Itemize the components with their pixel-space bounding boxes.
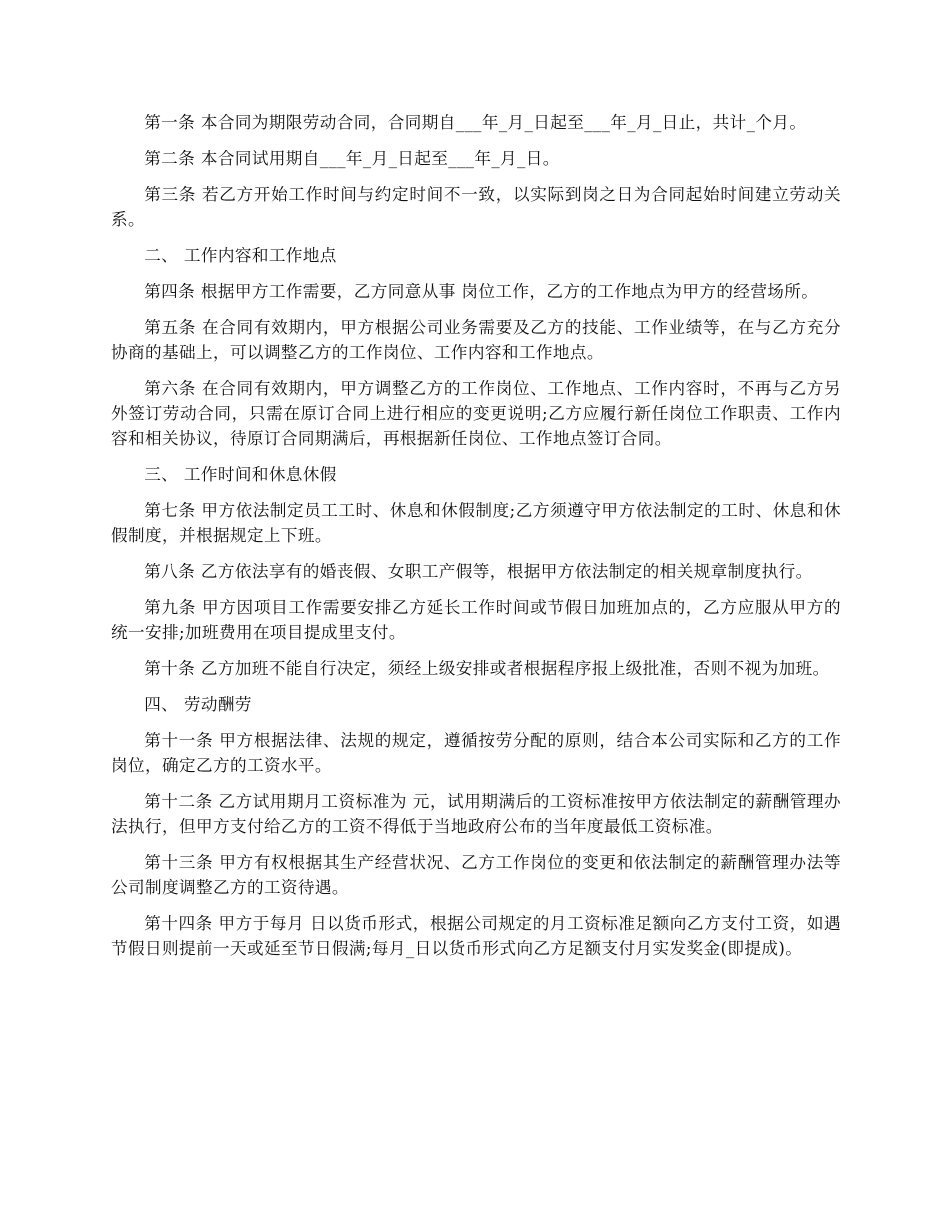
clause-9: 第九条 甲方因项目工作需要安排乙方延长工作时间或节假日加班加点的，乙方应服从甲方的统一安排;加班费用在项目提成里支付。	[111, 598, 841, 642]
clause-12: 第十二条 乙方试用期月工资标准为 元，试用期满后的工资标准按甲方依法制定的薪酬管理办法执行，但甲方支付给乙方的工资不得低于当地政府公布的当年度最低工资标准。	[111, 792, 841, 836]
clause-3: 第三条 若乙方开始工作时间与约定时间不一致，以实际到岗之日为合同起始时间建立劳动关系。	[111, 185, 841, 229]
document-body	[111, 110, 841, 972]
section-heading-3: 三、 工作时间和休息休假	[144, 465, 337, 484]
clause-14: 第十四条 甲方于每月 日以货币形式，根据公司规定的月工资标准足额向乙方支付工资，如遇节假日则提前一天或延至节日假满;每月_日以货币形式向乙方足额支付月实发奖金(即提成)。	[111, 914, 841, 958]
clause-4: 第四条 根据甲方工作需要，乙方同意从事 岗位工作，乙方的工作地点为甲方的经营场所。	[144, 282, 819, 301]
clause-2: 第二条 本合同试用期自___年_月_日起至___年_月_日。	[144, 149, 560, 168]
section-heading-4: 四、 劳动酬劳	[144, 695, 252, 714]
section-heading-2: 二、 工作内容和工作地点	[144, 246, 337, 265]
clause-1: 第一条 本合同为期限劳动合同，合同期自___年_月_日起至___年_月_日止，共计_个月。	[144, 113, 807, 132]
clause-10: 第十条 乙方加班不能自行决定，须经上级安排或者根据程序报上级批准，否则不视为加班。	[144, 659, 830, 678]
clause-5: 第五条 在合同有效期内，甲方根据公司业务需要及乙方的技能、工作业绩等，在与乙方充分协商的基础上，可以调整乙方的工作岗位、工作内容和工作地点。	[111, 318, 841, 362]
clause-11: 第十一条 甲方根据法律、法规的规定，遵循按劳分配的原则，结合本公司实际和乙方的工作岗位，确定乙方的工资水平。	[111, 731, 841, 775]
clause-7: 第七条 甲方依法制定员工工时、休息和休假制度;乙方须遵守甲方依法制定的工时、休息和休假制度，并根据规定上下班。	[111, 501, 841, 545]
clause-6: 第六条 在合同有效期内，甲方调整乙方的工作岗位、工作地点、工作内容时，不再与乙方另外签订劳动合同，只需在原订合同上进行相应的变更说明;乙方应履行新任岗位工作职责、工作内容和相关协议，待原订合同期满后，再根据新任岗位、工作地点签订合同。	[111, 379, 841, 448]
clause-8: 第八条 乙方依法享有的婚丧假、女职工产假等，根据甲方依法制定的相关规章制度执行。	[144, 562, 813, 581]
clause-13: 第十三条 甲方有权根据其生产经营状况、乙方工作岗位的变更和依法制定的薪酬管理办法等公司制度调整乙方的工资待遇。	[111, 853, 841, 897]
